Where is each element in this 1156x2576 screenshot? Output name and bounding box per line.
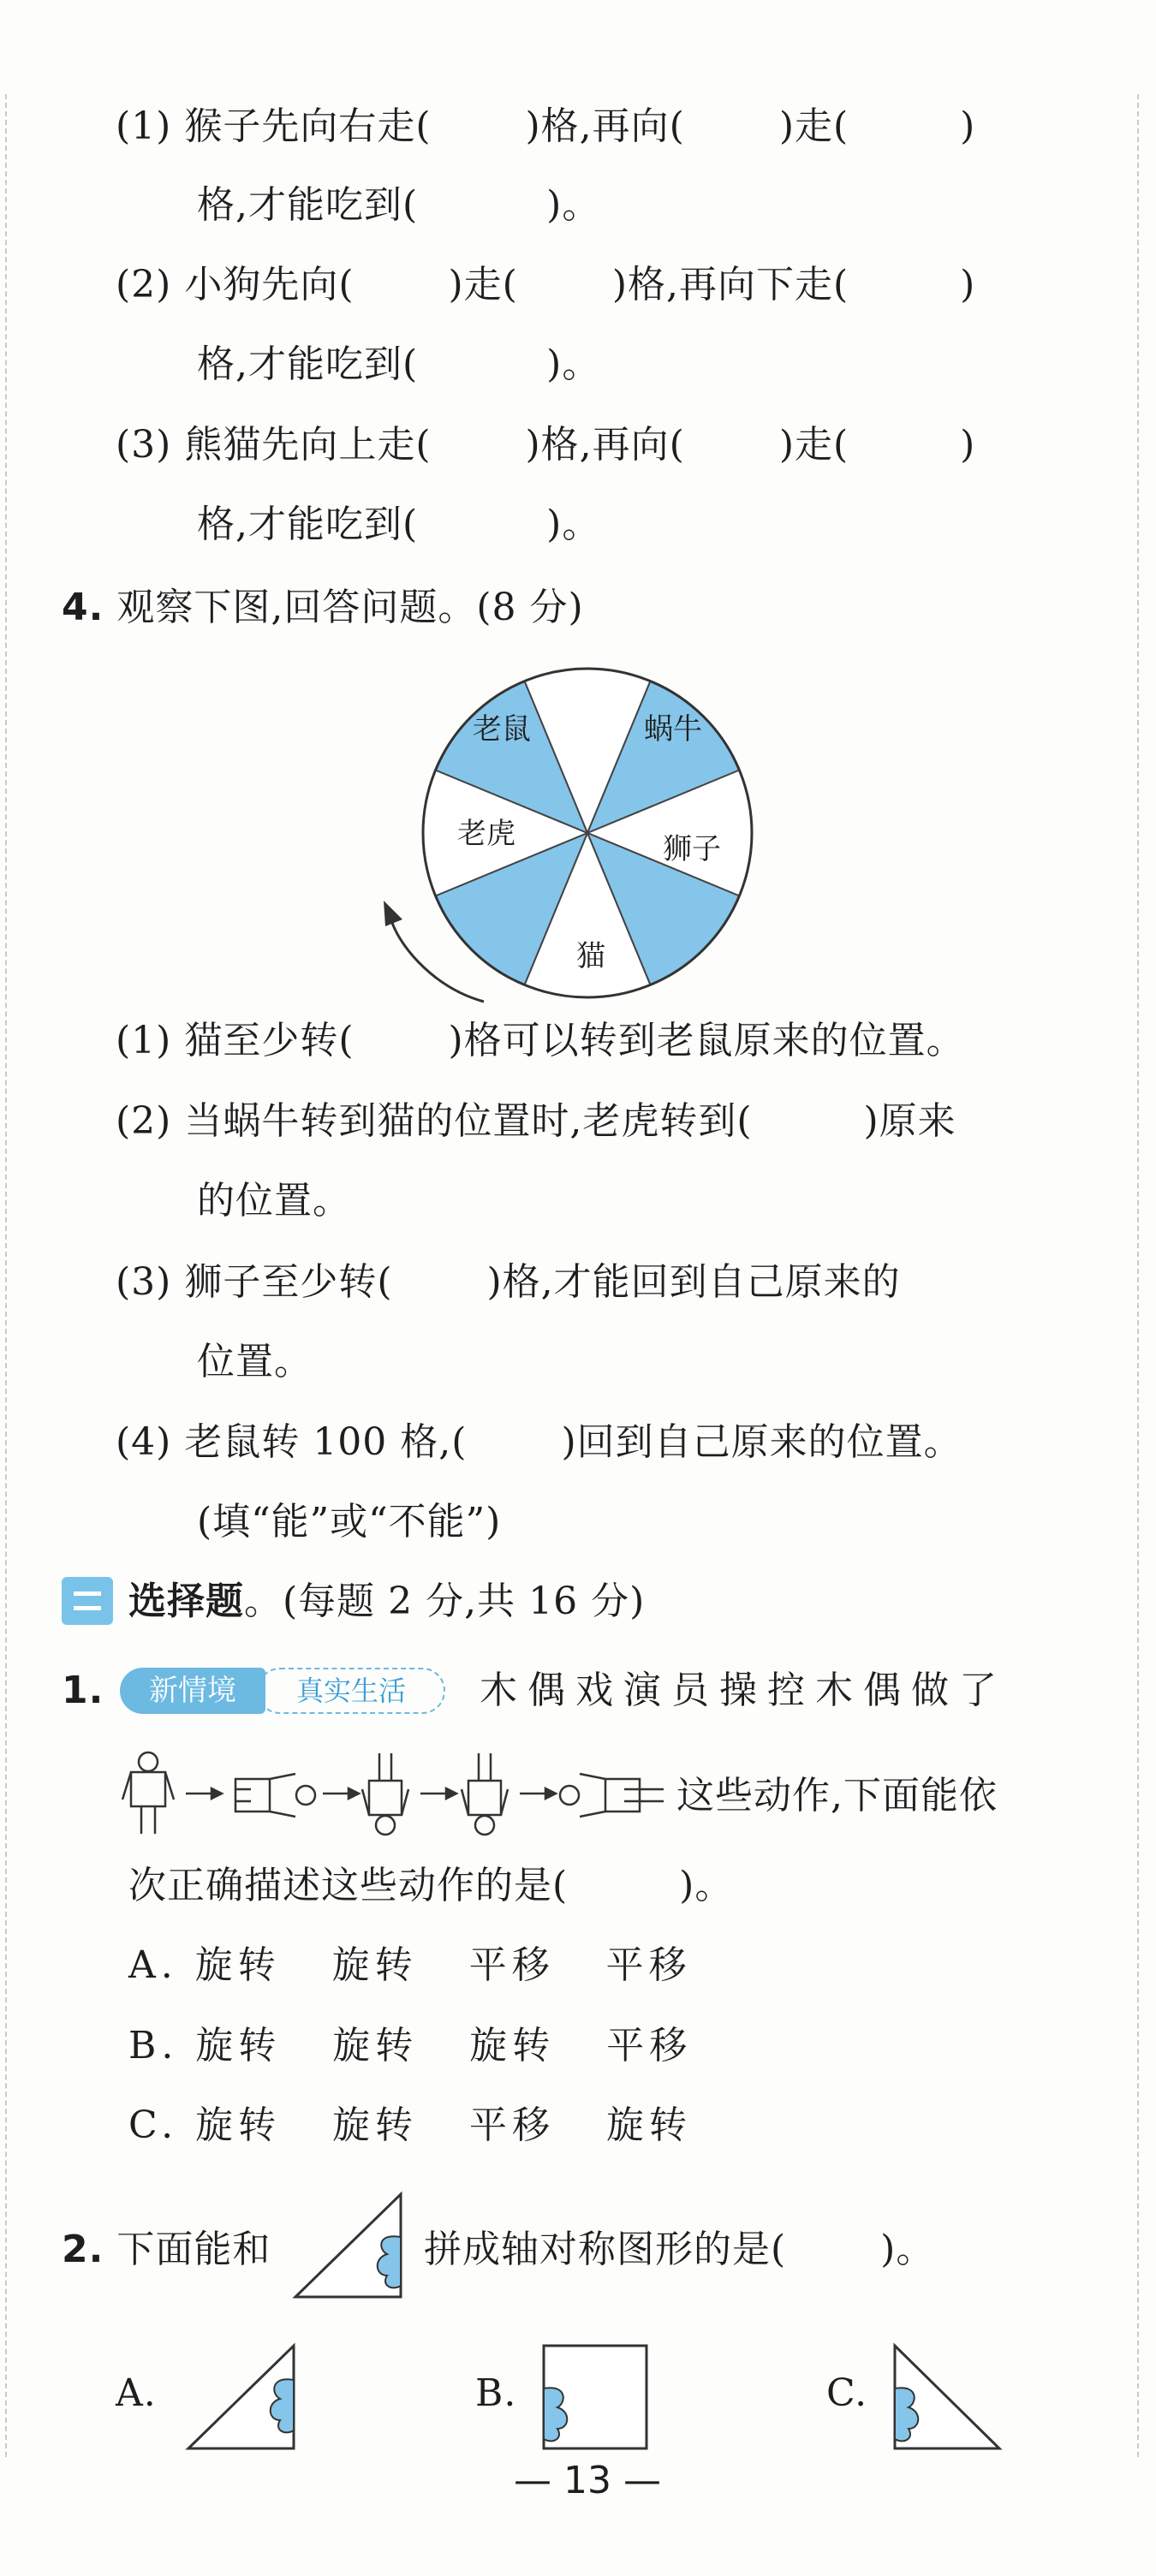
arrowhead-1 [212, 1788, 222, 1799]
q3-sub-2-line-1: (2) 小狗先向( )走( )格,再向下走( ) [116, 263, 976, 306]
mc1-option-a[interactable]: A. 旋转 旋转 平移 平移 [128, 1943, 692, 1987]
mc1-number: 1. [62, 1669, 104, 1712]
mc2-option-c-label[interactable]: C. [826, 2371, 868, 2415]
puppet-upside-down-moved-figure [462, 1753, 508, 1835]
mc2-option-a-figure[interactable] [184, 2341, 304, 2453]
mc1-text-line-1: 木偶戏演员操控木偶做了 [480, 1669, 1007, 1712]
label-cat: 猫 [576, 939, 605, 973]
mc1-text-line-3: 次正确描述这些动作的是( )。 [128, 1864, 734, 1907]
label-tiger: 老虎 [457, 817, 515, 851]
label-snail: 蜗牛 [644, 712, 702, 747]
triangle-with-half-shape [291, 2190, 411, 2301]
q4-sub-4-line-2: (填“能”或“不能”) [197, 1500, 502, 1544]
q4-sub-2-line-1: (2) 当蜗牛转到猫的位置时,老虎转到( )原来 [116, 1099, 956, 1143]
q3-sub-3-line-1: (3) 熊猫先向上走( )格,再向( )走( ) [116, 423, 976, 467]
q4-sub-3-line-2: 位置。 [197, 1340, 313, 1383]
q3-sub-2-line-2: 格,才能吃到( )。 [197, 342, 601, 386]
q4-sub-1: (1) 猫至少转( )格可以转到老鼠原来的位置。 [116, 1019, 965, 1062]
q4-heading: 4. 观察下图,回答问题。(8 分) [62, 586, 584, 629]
label-lion: 狮子 [663, 832, 721, 866]
puppet-upside-down-figure [362, 1753, 408, 1835]
mc2-option-b-figure[interactable] [535, 2341, 655, 2453]
puppet-motion-sequence [116, 1746, 681, 1841]
puppet-rotated-right-figure [235, 1774, 315, 1817]
mc1-text-line-2: 这些动作,下面能依 [676, 1774, 998, 1817]
q4-sub-2-line-2: 的位置。 [197, 1179, 351, 1223]
left-margin-line [5, 94, 7, 2457]
section-2-heading: 选择题。(每题 2 分,共 16 分) [128, 1580, 646, 1623]
puppet-rotated-left-figure [560, 1774, 664, 1817]
tag-real-life: 真实生活 [257, 1668, 445, 1714]
tag-new-scenario: 新情境 [120, 1668, 265, 1714]
mc2-option-a-label[interactable]: A. [116, 2371, 157, 2415]
label-mouse: 老鼠 [473, 712, 531, 747]
rotation-arrowhead [384, 901, 402, 926]
arrowhead-2 [349, 1788, 359, 1799]
arrowhead-3 [446, 1788, 456, 1799]
mc2-line-cont: 拼成轴对称图形的是( )。 [424, 2228, 935, 2271]
animal-wheel-diagram [377, 651, 788, 1027]
mc2-option-b-label[interactable]: B. [475, 2371, 517, 2415]
q3-sub-1-line-1: (1) 猴子先向右走( )格,再向( )走( ) [116, 104, 976, 148]
mc1-option-c[interactable]: C. 旋转 旋转 平移 旋转 [128, 2103, 692, 2147]
q4-sub-3-line-1: (3) 狮子至少转( )格,才能回到自己原来的 [116, 1260, 901, 1304]
q3-sub-1-line-2: 格,才能吃到( )。 [197, 183, 601, 227]
right-margin-line [1137, 94, 1139, 2457]
mc2-option-c-figure[interactable] [886, 2341, 1006, 2453]
q4-sub-4-line-1: (4) 老鼠转 100 格,( )回到自己原来的位置。 [116, 1420, 962, 1464]
puppet-standing-figure [122, 1752, 174, 1834]
q3-sub-3-line-2: 格,才能吃到( )。 [197, 503, 601, 546]
mc1-option-b[interactable]: B. 旋转 旋转 旋转 平移 [128, 2024, 693, 2067]
page-number: — 13 — [514, 2459, 661, 2502]
section-number-badge [62, 1577, 113, 1625]
arrowhead-4 [545, 1788, 556, 1799]
mc2-line: 2. 下面能和 [62, 2228, 271, 2271]
